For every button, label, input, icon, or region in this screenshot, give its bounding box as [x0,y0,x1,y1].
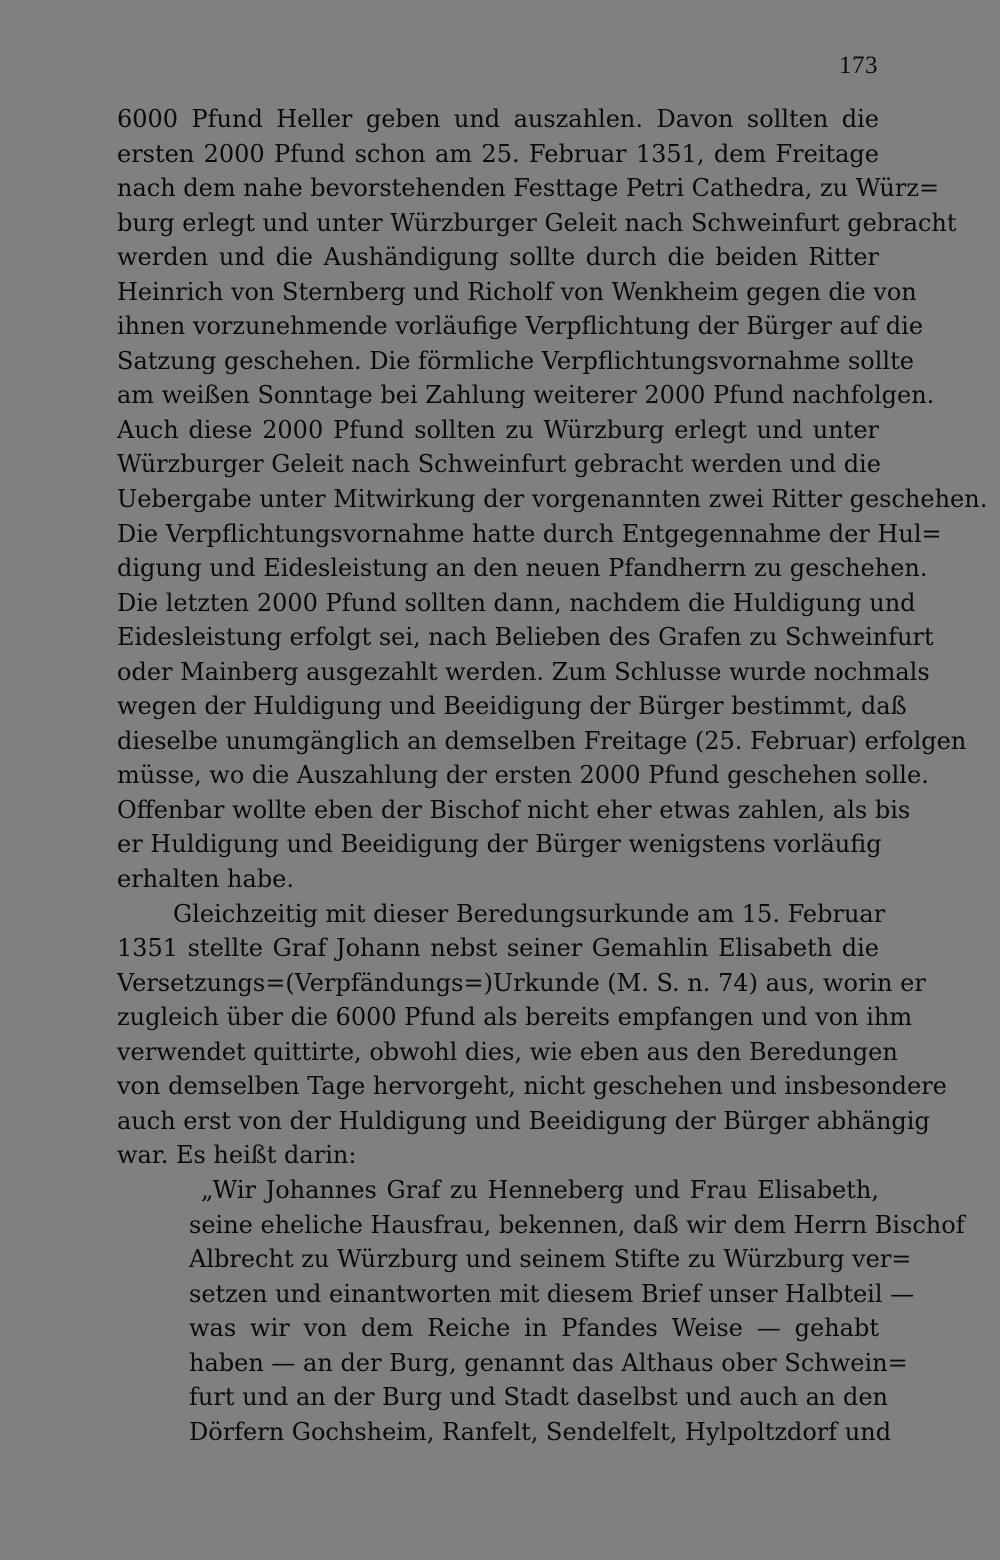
text-line: von demselben Tage hervorgeht, nicht geschehen und insbesondere [117,1072,947,1101]
text-line: erhalten habe. [117,865,295,894]
text-line: 6000 Pfund Heller geben und auszahlen. Davon sollten die [117,105,879,133]
text-line: am weißen Sonntage bei Zahlung weiterer 2000 Pfund nachfolgen. [117,381,935,410]
text-line: burg erlegt und unter Würzburger Geleit nach Schweinfurt gebracht [117,208,957,237]
text-line: Würzburger Geleit nach Schweinfurt gebracht werden und die [117,450,881,479]
text-line: digung und Eidesleistung an den neuen Pfandherrn zu geschehen. [117,554,928,583]
quote-line: furt und an der Burg und Stadt daselbst und auch an den [189,1383,888,1412]
text-line: auch erst von der Huldigung und Beeidigung der Bürger abhängig [117,1106,930,1135]
quote-line: seine eheliche Hausfrau, bekennen, daß wir dem Herrn Bischof [189,1210,965,1239]
quote-line: setzen und einantworten mit diesem Brief unser Halbteil — [189,1279,915,1308]
text-line: dieselbe unumgänglich an demselben Freitage (25. Februar) erfolgen [117,726,967,755]
paragraph-1 [117,102,988,897]
text-line: Heinrich von Sternberg und Richolf von Wenkheim gegen die von [117,277,917,306]
body-text [117,102,988,1449]
text-line: Die Verpflichtungsvornahme hatte durch Entgegennahme der Hul= [117,519,942,548]
text-line: Auch diese 2000 Pfund sollten zu Würzburg erlegt und unter [117,415,879,444]
text-line: Uebergabe unter Mitwirkung der vorgenannten zwei Ritter geschehen. [117,485,988,514]
text-line: müsse, wo die Auszahlung der ersten 2000 Pfund geschehen solle. [117,761,929,790]
text-line: ersten 2000 Pfund schon am 25. Februar 1351, dem Freitage [117,139,879,168]
quote-line: „Wir Johannes Graf zu Henneberg und Frau Elisabeth, [201,1175,879,1204]
text-line: oder Mainberg ausgezahlt werden. Zum Schlusse wurde nochmals [117,657,930,686]
text-line: verwendet quittirte, obwohl dies, wie eben aus den Beredungen [117,1037,898,1066]
text-line: zugleich über die 6000 Pfund als bereits empfangen und von ihm [117,1003,913,1032]
text-line: Eidesleistung erfolgt sei, nach Belieben des Grafen zu Schweinfurt [117,623,934,652]
text-line: wegen der Huldigung und Beeidigung der Bürger bestimmt, daß [117,692,907,721]
quote-line: Dörfern Gochsheim, Ranfelt, Sendelfelt, Hylpoltzdorf und [189,1417,892,1446]
quote-line: haben — an der Burg, genannt das Althaus ober Schwein= [189,1348,908,1377]
text-line: 1351 stellte Graf Johann nebst seiner Gemahlin Elisabeth die [117,934,879,963]
text-line: war. Es heißt darin: [117,1141,357,1170]
text-line: nach dem nahe bevorstehenden Festtage Petri Cathedra, zu Würz= [117,174,940,203]
text-line: Gleichzeitig mit dieser Beredungsurkunde am 15. Februar [173,899,886,928]
text-line: Die letzten 2000 Pfund sollten dann, nachdem die Huldigung und [117,588,916,617]
text-line: werden und die Aushändigung sollte durch die beiden Ritter [117,243,879,272]
block-quote [117,1173,965,1449]
page-number: 173 [839,52,878,79]
text-line: Offenbar wollte eben der Bischof nicht eher etwas zahlen, als bis [117,795,911,824]
quote-line: Albrecht zu Würzburg und seinem Stifte zu Würzburg ver= [189,1245,912,1274]
text-line: er Huldigung und Beeidigung der Bürger wenigstens vorläufig [117,830,882,859]
text-line: Satzung geschehen. Die förmliche Verpflichtungsvornahme sollte [117,346,914,375]
text-line: Versetzungs=(Verpfändungs=)Urkunde (M. S. n. 74) aus, worin er [117,968,926,997]
paragraph-2 [117,897,947,1173]
quote-line: was wir von dem Reiche in Pfandes Weise — gehabt [189,1314,879,1343]
text-line: ihnen vorzunehmende vorläufige Verpflichtung der Bürger auf die [117,312,924,341]
